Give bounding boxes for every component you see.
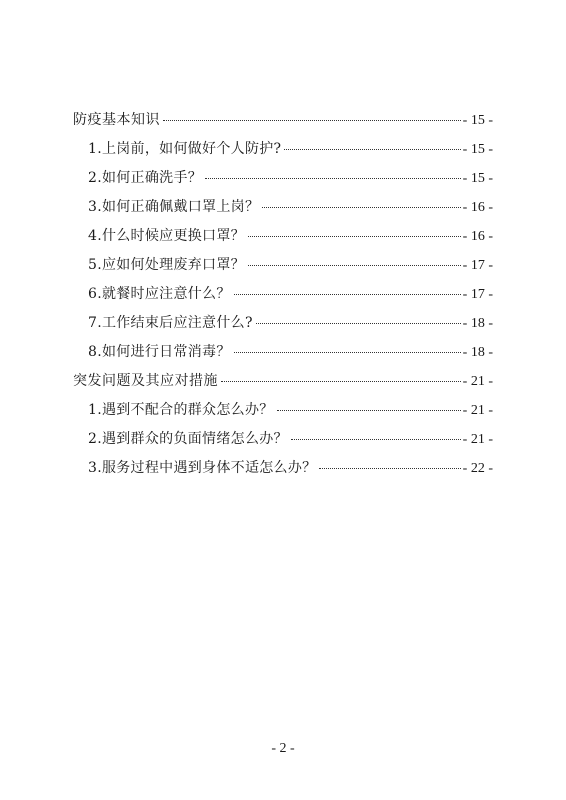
toc-entry[interactable] [88,196,493,218]
dot-leader [262,206,460,208]
toc-entry-section[interactable] [73,370,493,392]
toc-entry-title: 4.什么时候应更换口罩？ [88,228,245,244]
dot-leader [319,467,460,469]
dot-leader [234,351,461,353]
toc-entry-title: 3.如何正确佩戴口罩上岗？ [88,199,260,215]
toc-entry[interactable] [88,225,493,247]
dot-leader [284,148,460,150]
toc-entry[interactable] [88,254,493,276]
dot-leader [256,322,461,324]
dot-leader [248,264,461,266]
toc-entry-page: - 15 - [462,113,493,128]
page-number: - 2 - [271,741,295,756]
toc-entry-title: 3.服务过程中遇到身体不适怎么办？ [88,460,317,476]
toc-entry[interactable] [88,341,493,363]
toc-entry[interactable] [88,428,493,450]
toc-entry-page: - 16 - [462,200,493,215]
toc-entry-page: - 17 - [462,287,493,302]
dot-leader [163,119,461,121]
toc-entry[interactable] [88,167,493,189]
dot-leader [248,235,461,237]
toc-entry-page: - 17 - [462,258,493,273]
toc-entry[interactable] [88,457,493,479]
toc-entry-page: - 21 - [462,403,493,418]
toc-entry-title: 2.遇到群众的负面情绪怎么办？ [88,431,288,447]
toc-entry-page: - 15 - [462,171,493,186]
toc-entry-page: - 22 - [462,461,493,476]
dot-leader [277,409,461,411]
toc-entry[interactable] [88,399,493,421]
toc-entry[interactable] [88,312,493,334]
toc-entry[interactable] [88,283,493,305]
toc-entry-title: 1.上岗前，如何做好个人防护? [88,141,282,157]
toc-entry[interactable] [88,138,493,160]
toc-entry-title: 2.如何正确洗手？ [88,170,203,186]
toc-entry-page: - 16 - [462,229,493,244]
dot-leader [205,177,461,179]
toc-entry-page: - 18 - [462,345,493,360]
toc-entry-title: 5.应如何处理废弃口罩？ [88,257,245,273]
dot-leader [291,438,461,440]
toc-entry-page: - 21 - [462,432,493,447]
toc-entry-title: 突发问题及其应对措施 [73,373,218,389]
dot-leader [234,293,461,295]
toc-entry-page: - 18 - [462,316,493,331]
toc-entry-page: - 21 - [462,374,493,389]
toc-entry-title: 7.工作结束后应注意什么? [88,315,253,331]
toc-entry-page: - 15 - [462,142,493,157]
toc-entry-title: 8.如何进行日常消毒？ [88,344,231,360]
toc-entry-title: 6.就餐时应注意什么？ [88,286,231,302]
toc-entry-title: 1.遇到不配合的群众怎么办？ [88,402,274,418]
dot-leader [221,380,461,382]
toc-entry-title: 防疫基本知识 [73,112,160,128]
toc-entry-section[interactable] [73,109,493,131]
